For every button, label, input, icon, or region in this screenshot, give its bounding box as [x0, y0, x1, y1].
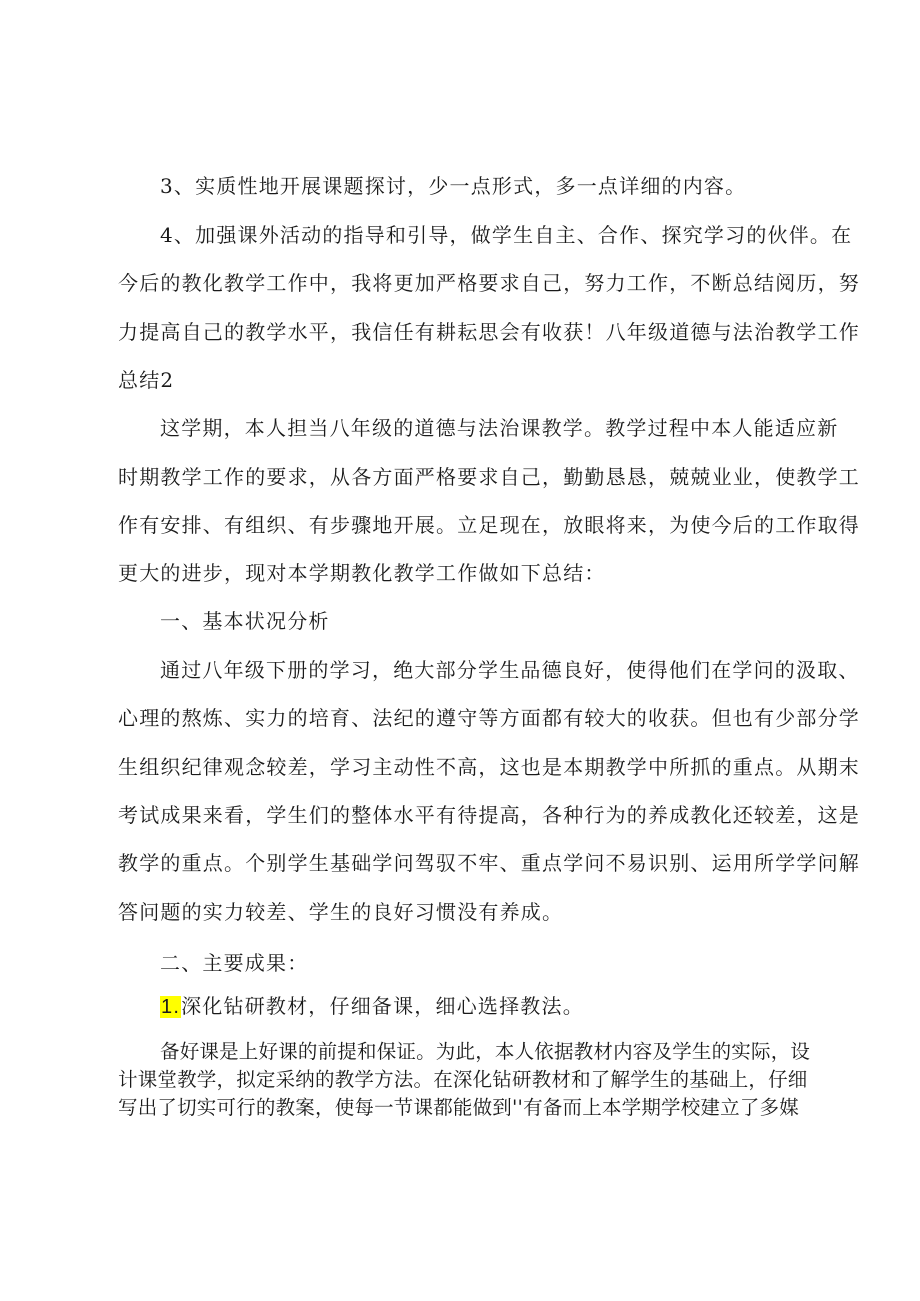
subheading-item-1	[160, 994, 820, 1019]
paragraph-line: 答问题的实力较差、学生的良好习惯没有养成。	[118, 900, 564, 924]
heading-basic-analysis: 一、基本状况分析	[160, 609, 330, 633]
paragraph-line: 通过八年级下册的学习，绝大部分学生品德良好，使得他们在学问的汲取、	[160, 658, 860, 682]
paragraph-line: 更大的进步，现对本学期教化教学工作做如下总结：	[118, 561, 606, 585]
highlighted-number: 1.	[161, 996, 181, 1018]
paragraph-line: 时期教学工作的要求，从各方面严格要求自己，勤勤恳恳，兢兢业业，使教学工	[118, 465, 860, 489]
paragraph-line: 计课堂教学，拟定采纳的教学方法。在深化钻研教材和了解学生的基础上，仔细	[118, 1068, 808, 1091]
section-title-summary-2: 总结2	[118, 368, 175, 392]
list-item-4: 4、加强课外活动的指导和引导，做学生自主、合作、探究学习的伙伴。在	[160, 223, 853, 247]
paragraph-line: 生组织纪律观念较差，学习主动性不高，这也是本期教学中所抓的重点。从期末	[118, 755, 860, 779]
paragraph-line: 作有安排、有组织、有步骤地开展。立足现在，放眼将来，为使今后的工作取得	[118, 513, 860, 537]
paragraph-line: 备好课是上好课的前提和保证。为此，本人依据教材内容及学生的实际，设	[160, 1040, 811, 1063]
paragraph-line: 这学期，本人担当八年级的道德与法治课教学。教学过程中本人能适应新	[160, 416, 839, 440]
paragraph-line: 今后的教化教学工作中，我将更加严格要求自己，努力工作，不断总结阅历，努	[118, 271, 860, 295]
heading-main-results: 二、主要成果：	[160, 951, 309, 975]
paragraph-line: 写出了切实可行的教案，使每一节课都能做到''有备而上本学期学校建立了多媒	[118, 1096, 799, 1119]
list-item-3: 3、实质性地开展课题探讨，少一点形式，多一点详细的内容。	[160, 174, 747, 198]
paragraph-line: 考试成果来看，学生们的整体水平有待提高，各种行为的养成教化还较差，这是	[118, 803, 860, 827]
paragraph-line: 心理的熬炼、实力的培育、法纪的遵守等方面都有较大的收获。但也有少部分学	[118, 706, 860, 730]
paragraph-line: 力提高自己的教学水平，我信任有耕耘思会有收获！八年级道德与法治教学工作	[118, 320, 860, 344]
paragraph-line: 教学的重点。个别学生基础学问驾驭不牢、重点学问不易识别、运用所学学问解	[118, 851, 860, 875]
subheading-text: 深化钻研教材，仔细备课，细心选择教法。	[181, 994, 584, 1018]
